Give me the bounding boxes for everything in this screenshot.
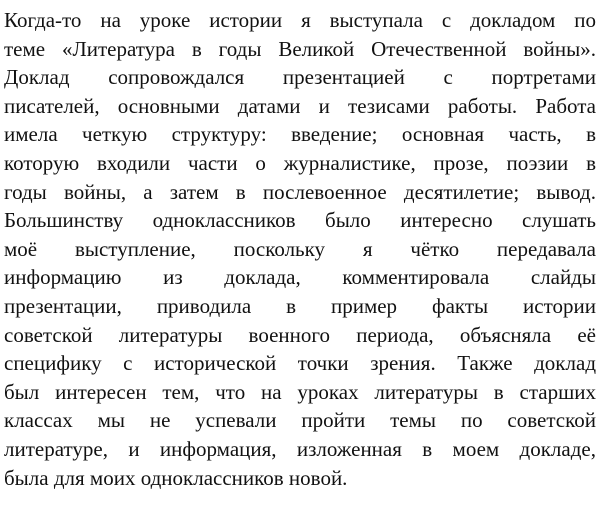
text-line: которую входили части о журналистике, прозе, поэзии в [4, 150, 596, 175]
text-line: была для моих одноклассников новой. [4, 465, 348, 490]
text-line: моё выступление, поскольку я чётко передавала [4, 236, 596, 261]
text-line: презентации, приводила в пример факты истории [4, 293, 596, 318]
text-line: теме «Литература в годы Великой Отечественной войны». [4, 36, 596, 61]
text-line: Когда-то на уроке истории я выступала с докладом по [4, 8, 596, 32]
text-line: имела четкую структуру: введение; основная часть, в [4, 122, 596, 147]
text-line: информацию из доклада, комментировала слайды [4, 265, 596, 290]
text-line: классах мы не успевали пройти темы по советской [4, 408, 596, 433]
text-line: Большинству одноклассников было интересно слушать [4, 208, 596, 233]
text-line: Доклад сопровождался презентацией с портретами [4, 65, 596, 90]
text-line: литературе, и информация, изложенная в моем докладе, [4, 436, 596, 461]
text-line: годы войны, а затем в послевоенное десятилетие; вывод. [4, 179, 596, 204]
text-line: специфику с исторической точки зрения. Также доклад [4, 351, 596, 376]
text-line: советской литературы военного периода, объясняла её [4, 322, 596, 347]
text-line: писателей, основными датами и тезисами работы. Работа [4, 93, 596, 118]
essay-paragraph [4, 6, 596, 492]
text-line: был интересен тем, что на уроках литературы в старших [4, 379, 596, 404]
